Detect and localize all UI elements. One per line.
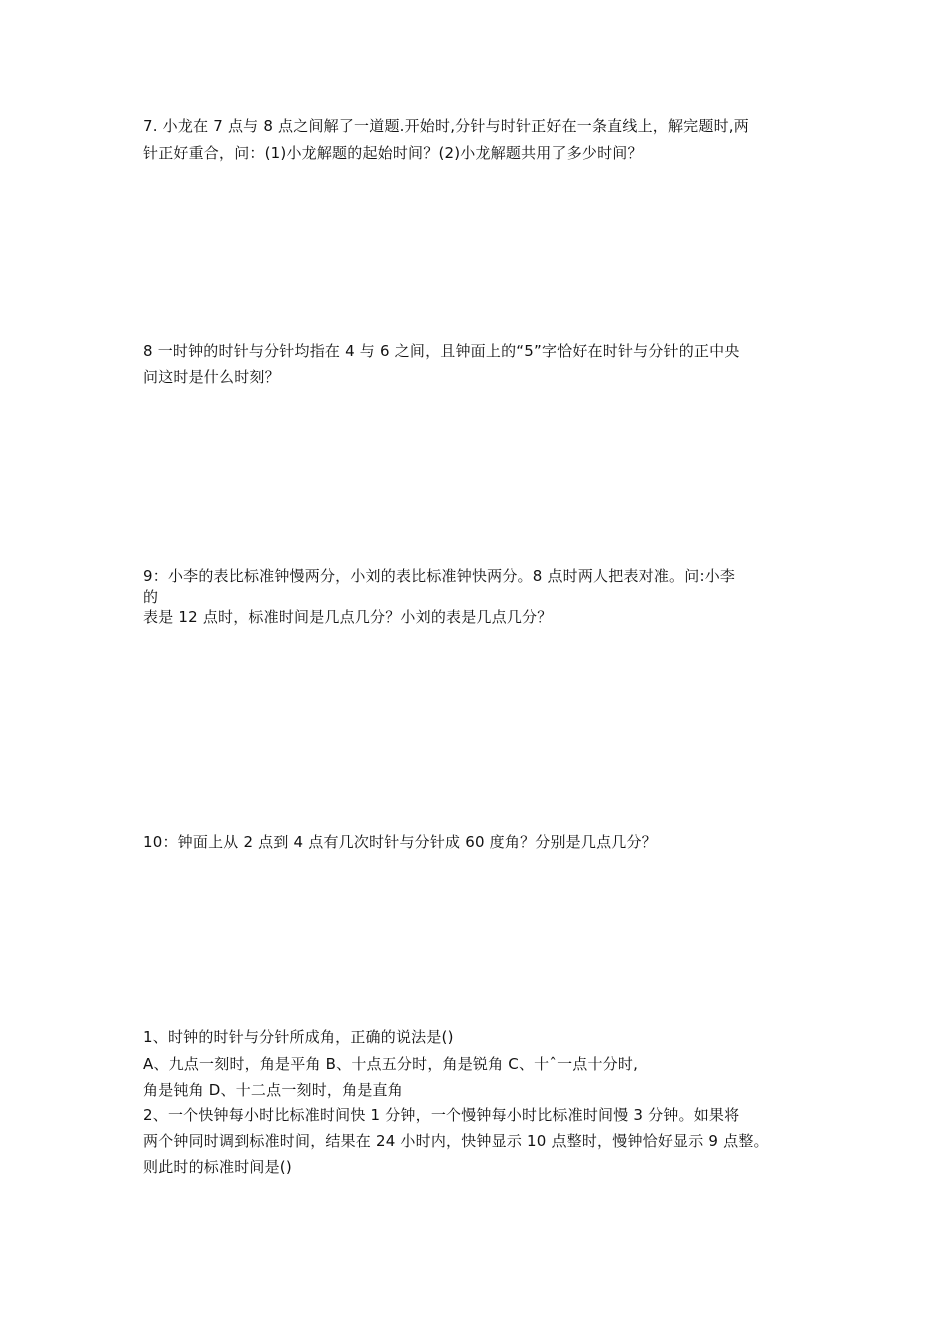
question-9-line-2: 的 — [143, 588, 159, 606]
question-7-line-2: 针正好重合，问：(1)小龙解题的起始时间？(2)小龙解题共用了多少时间？ — [143, 144, 643, 162]
question-10-line-1: 10：钟面上从 2 点到 4 点有几次时针与分针成 60 度角？分别是几点几分？ — [143, 833, 657, 851]
choice-question-2-line-3: 则此时的标准时间是() — [143, 1158, 292, 1176]
question-8-line-1: 8 一时钟的时针与分针均指在 4 与 6 之间，且钟面上的“5”字恰好在时针与分针的正中央 — [143, 342, 740, 360]
choice-question-1-line-3: 角是钝角 D、十二点一刻时，角是直角 — [143, 1081, 403, 1099]
choice-question-2-line-1: 2、一个快钟每小时比标准时间快 1 分钟，一个慢钟每小时比标准时间慢 3 分钟。如果将 — [143, 1106, 740, 1124]
question-8-line-2: 问这时是什么时刻？ — [143, 368, 280, 386]
question-7-line-1: 7. 小龙在 7 点与 8 点之间解了一道题.开始时,分针与时针正好在一条直线上，解完题时,两 — [143, 117, 749, 135]
question-9-line-3: 表是 12 点时，标准时间是几点几分？小刘的表是几点几分？ — [143, 608, 553, 626]
choice-question-1-line-2: A、九点一刻时，角是平角 B、十点五分时，角是锐角 C、十ˆ一点十分时, — [143, 1055, 639, 1073]
choice-question-2-line-2: 两个钟同时调到标准时间，结果在 24 小时内，快钟显示 10 点整时，慢钟恰好显示 9 点整。 — [143, 1132, 769, 1150]
choice-question-1-line-1: 1、时钟的时针与分针所成角，正确的说法是() — [143, 1028, 454, 1046]
question-9-line-1: 9：小李的表比标准钟慢两分，小刘的表比标准钟快两分。8 点时两人把表对准。问:小李 — [143, 567, 736, 585]
